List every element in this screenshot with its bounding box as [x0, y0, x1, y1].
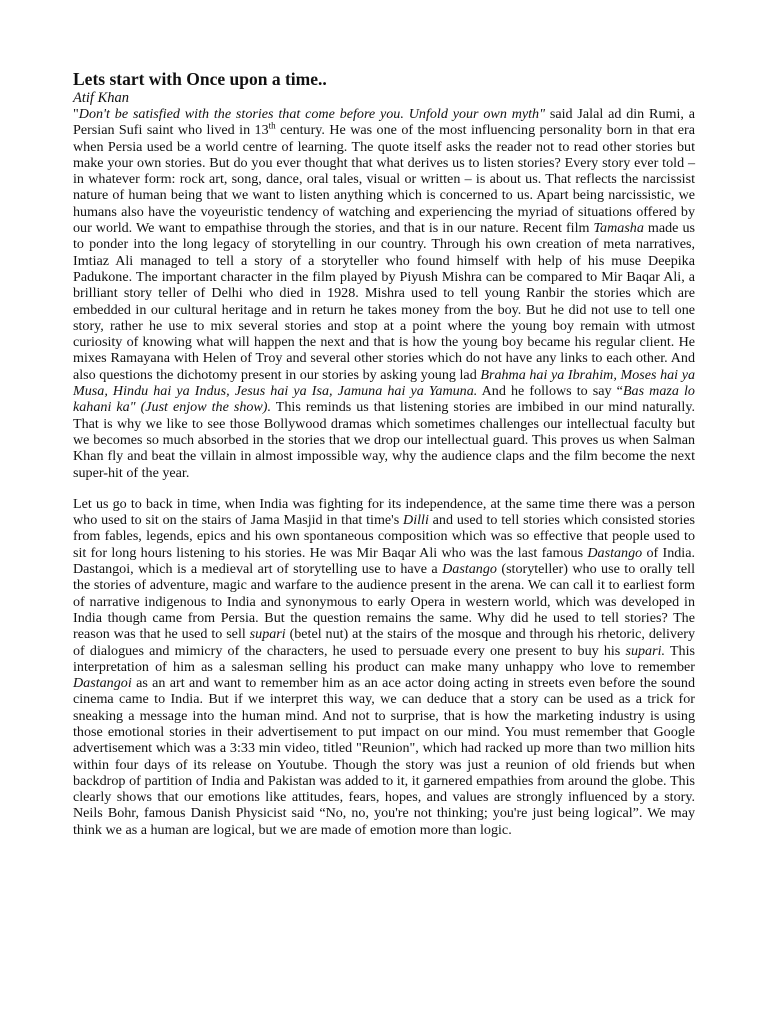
text-run: (betel nut) at the stairs of the mosque and through his rhetoric, delivery of dialogues and mimicry of the characters, he used to persuade every one present to buy his — [73, 626, 695, 659]
text-run: said Jalal ad din Rumi, a Persian Sufi saint who lived in 13 — [73, 106, 695, 139]
article-title: Lets start with Once upon a time.. — [73, 69, 327, 89]
italic-text: supari. — [625, 642, 666, 659]
text-run: of India. Dastangoi, which is a medieval art of storytelling use to have a — [73, 544, 695, 578]
text-run: This reminds us that listening stories are imbibed in our mind naturally. That is why we like to see those Bollywood dramas which sometimes challenges our intellectual faculty but we becomes so much absorbed in the stories that we drop our intellectual guard. This proves us when Salman Khan fly and beat the villain in almost impossible way, why the audience claps and the film become the next super-hit of the year. — [73, 399, 695, 481]
italic-text: supari — [249, 626, 286, 643]
superscript-text: th — [268, 120, 276, 131]
paragraph-1 — [73, 106, 695, 481]
text-run: (storyteller) who use to orally tell the stories of adventure, magic and warfare to the audience present in the arena. We can call it to earliest form of narrative indigenous to India and synonymous to early Opera in western world, which was developed in India though came from Persia. But the question remains the same. Why did he used to tell stories? The reason was that he used to sell — [73, 561, 695, 643]
italic-text: Dastango — [442, 561, 497, 578]
italic-text: Dastango — [587, 544, 643, 561]
text-run: made us to ponder into the long legacy of storytelling in our country. Through his own creation of meta narratives, Imtiaz Ali managed to tell a story of a storyteller who found himself with help of his muse Deepika Padukone. The important character in the film played by Piyush Mishra can be compared to Mir Baqar Ali, a brilliant story teller of Delhi who died in 1928. Mishra used to tell young Ranbir the stories which are embedded in our cultural heritage and in return he takes money from the boy. But he did not use to tell one story, rather he use to mix several stories and stop at a point where the young boy remain with utmost curiosity of knowing what will happen the next and that is how the young boy became his regular client. He mixes Ramayana with Helen of Troy and several other stories which do not have any links to each other. And also questions the dichotomy present in our stories by asking young lad — [73, 220, 695, 383]
document-page — [73, 68, 695, 838]
italic-text: Dastangoi — [73, 675, 132, 692]
text-run: And he follows to say “ — [477, 383, 623, 400]
text-run: century. He was one of the most influencing personality born in that era when Persia used be a world centre of learning. The quote itself asks the reader not to read other stories but make your own stories. But do you ever thought that what derives us to listen stories? Every story ever told – in whatever form: rock art, song, dance, oral tales, visual or written – is about us. That reflects the narcissist nature of human being that we want to listen anything which is concerned to us. Apart being narcissistic, we humans also have the voyeuristic tendency of watching and experiencing the myriad of situations offered by our world. We want to empathise through the stories, and that is in our nature. Recent film — [73, 122, 695, 237]
text-run: as an art and want to remember him as an ace actor doing acting in streets even before the sound cinema came to India. But if we interpret this way, we can deduce that a story can be used as a trick for sneaking a message into the human mind. And not to surprise, that is how the marketing industry is using those emotional stories in their advertisement to put impact on our mind. You must remember that Google advertisement which was a 3:33 min video, titled "Reunion", which had racked up more than two million hits within four days of its release on Youtube. Though the story was just a reunion of old friends but when backdrop of partition of India and Pakistan was added to it, it garnered empathies from around the globe. This clearly shows that our emotions like attitudes, fears, hopes, and values are strongly influenced by a story. Neils Bohr, famous Danish Physicist said “No, no, you're not thinking; you're just being logical”. We may think we as a human are logical, but we are made of emotion more than logic. — [73, 675, 695, 838]
italic-text: Tamasha — [593, 220, 644, 237]
italic-text: Don't be satisfied with the stories that come before you. Unfold your own myth" — [78, 106, 546, 122]
text-run: Let us go to back in time, when India was fighting for its independence, at the same time there was a person who used to sit on the stairs of Jama Masjid in that time's — [73, 495, 695, 529]
italic-text: Bas maza lo kahani ka" (Just enjow the show). — [73, 383, 695, 416]
text-run: " — [73, 106, 79, 122]
paragraph-2 — [73, 496, 695, 838]
text-run: and used to tell stories which consisted stories from fables, legends, epics and his own spontaneous composition which was so effective that people used to sit for long hours listening to his stories. He was Mir Baqar Ali who was the last famous — [73, 512, 695, 561]
article-author: Atif Khan — [73, 90, 129, 106]
italic-text: Dilli — [403, 512, 429, 529]
text-run: This interpretation of him as a salesman selling his product can make many unhappy who love to remember — [73, 642, 695, 675]
italic-text: Brahma hai ya Ibrahim, Moses hai ya Musa, Hindu hai ya Indus, Jesus hai ya Isa, Jamuna hai ya Yamuna. — [73, 366, 695, 400]
